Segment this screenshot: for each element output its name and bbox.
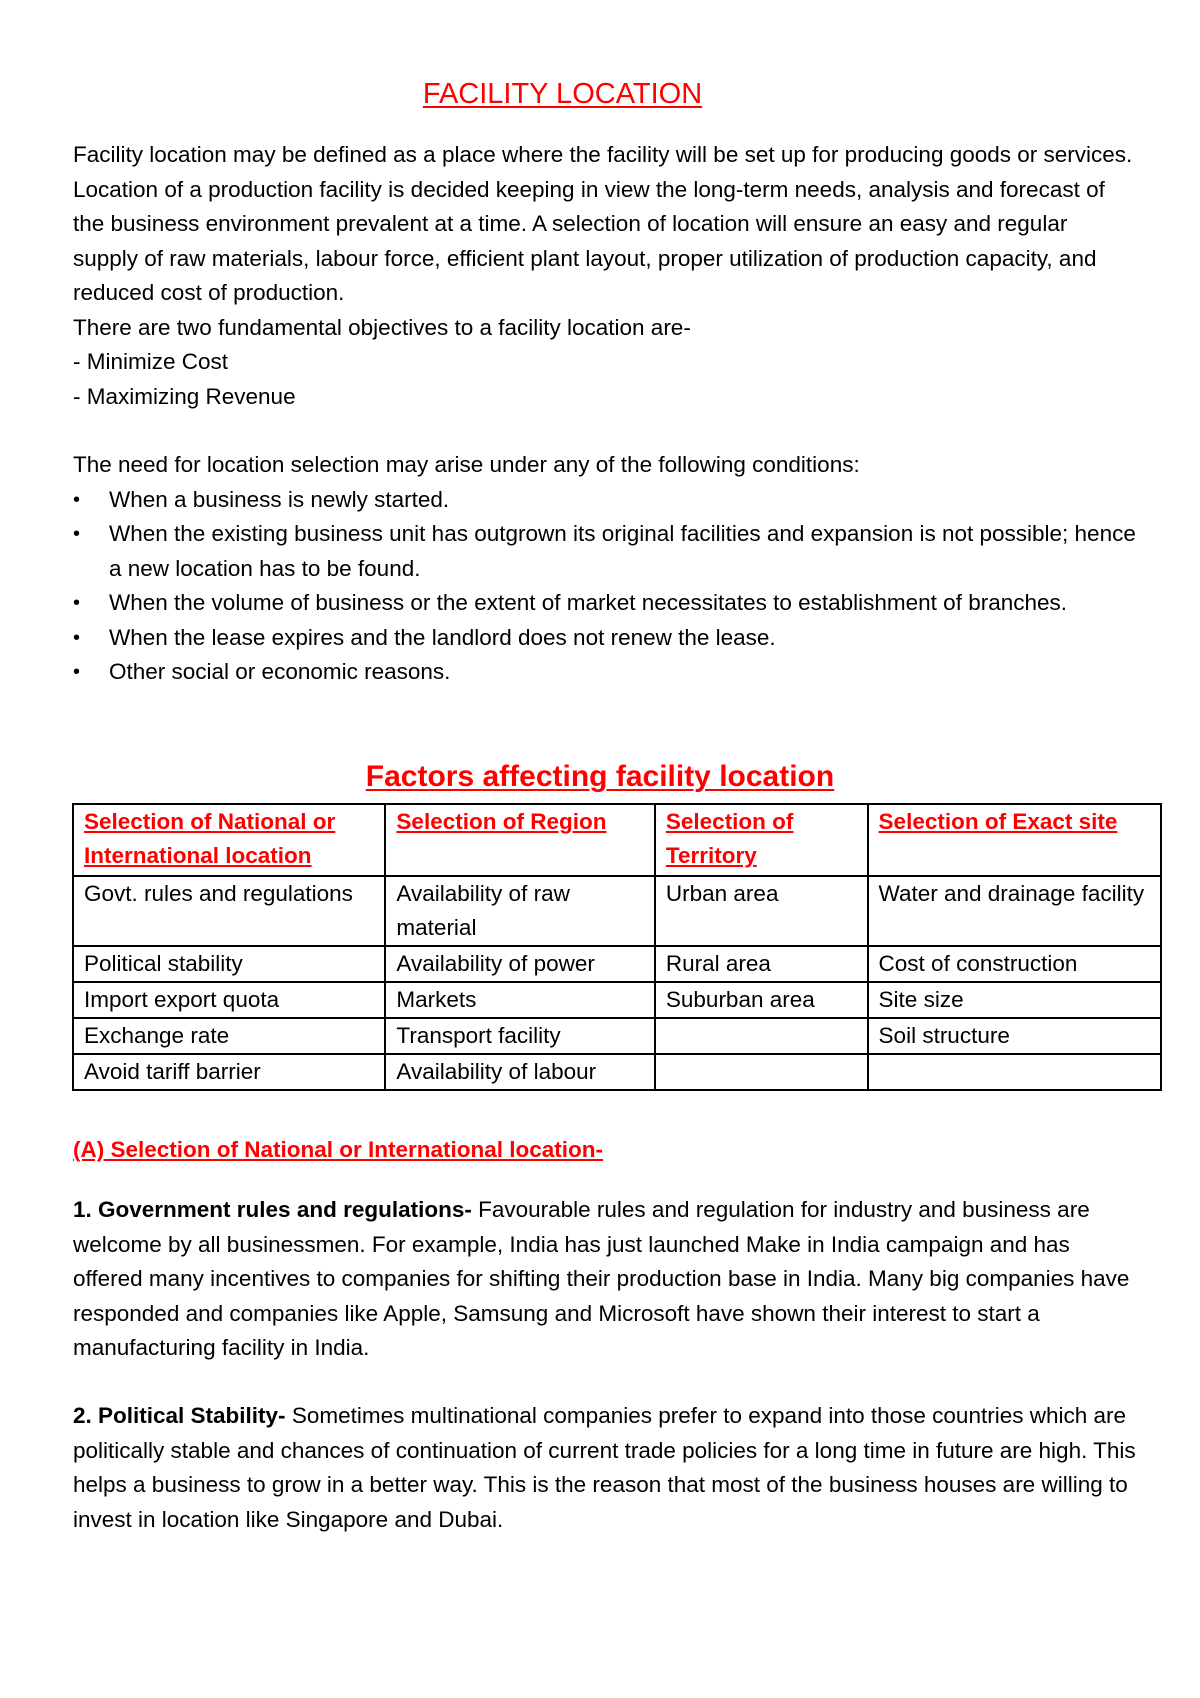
factors-table	[72, 803, 1162, 1091]
section-a-heading: (A) Selection of National or International location-	[73, 1137, 604, 1162]
table-header: Selection of Exact site	[868, 804, 1161, 876]
table-row	[73, 982, 1161, 1018]
objective-item: - Maximizing Revenue	[73, 383, 296, 409]
table-cell: Import export quota	[73, 982, 385, 1018]
table-cell: Urban area	[655, 876, 868, 946]
list-item: • When a business is newly started.	[73, 483, 1138, 518]
conditions-intro: The need for location selection may arise under any of the following conditions:	[73, 452, 860, 477]
table-cell: Avoid tariff barrier	[73, 1054, 385, 1090]
point-paragraph	[73, 1193, 1138, 1366]
table-cell: Suburban area	[655, 982, 868, 1018]
intro-section	[73, 138, 1138, 690]
table-cell: Transport facility	[385, 1018, 654, 1054]
table-cell	[655, 1018, 868, 1054]
table-cell: Cost of construction	[868, 946, 1161, 982]
list-item: • When the lease expires and the landlord does not renew the lease.	[73, 621, 1138, 656]
table-header-row	[73, 804, 1161, 876]
table-cell: Markets	[385, 982, 654, 1018]
point-paragraph	[73, 1399, 1138, 1537]
table-header: Selection of Territory	[655, 804, 868, 876]
table-cell: Exchange rate	[73, 1018, 385, 1054]
table-header: Selection of National or International location	[73, 804, 385, 876]
bullet-icon: •	[73, 661, 81, 683]
point-text: Sometimes multinational companies prefer to expand into those countries which are politically stable and chances of continuation of current trade policies for a long time in future are high. This helps a business to grow in a better way. This is the reason that most of the business houses are willing to invest in location like Singapore and Dubai.	[73, 1403, 1136, 1532]
list-item: • Other social or economic reasons.	[73, 655, 1138, 690]
table-cell	[655, 1054, 868, 1090]
point-label: 2. Political Stability-	[73, 1403, 286, 1428]
point-label: 1. Government rules and regulations-	[73, 1197, 472, 1222]
table-row	[73, 1054, 1161, 1090]
point-text: Favourable rules and regulation for industry and business are welcome by all businessmen. For example, India has just launched Make in India campaign and has offered many incentives to companies for shifting their production base in India. Many big companies have responded and companies like Apple, Samsung and Microsoft have shown their interest to start a manufacturing facility in India.	[73, 1197, 1130, 1360]
table-cell: Availability of labour	[385, 1054, 654, 1090]
conditions-list	[73, 483, 1138, 690]
list-item: • When the volume of business or the extent of market necessitates to establishment of branches.	[73, 586, 1138, 621]
table-cell: Site size	[868, 982, 1161, 1018]
table-cell	[868, 1054, 1161, 1090]
page-title: FACILITY LOCATION	[422, 78, 703, 110]
table-row	[73, 946, 1161, 982]
table-cell: Political stability	[73, 946, 385, 982]
table-row	[73, 1018, 1161, 1054]
table-cell: Availability of power	[385, 946, 654, 982]
table-cell: Rural area	[655, 946, 868, 982]
bullet-icon: •	[73, 626, 81, 649]
objectives-intro: There are two fundamental objectives to a facility location are-	[73, 314, 691, 340]
table-cell: Soil structure	[868, 1018, 1161, 1054]
objective-item: - Minimize Cost	[73, 349, 229, 374]
bullet-icon: •	[73, 592, 81, 614]
factors-title: Factors affecting facility location	[365, 760, 835, 793]
intro-paragraph: Facility location may be defined as a place where the facility will be set up for producing goods or services. Location of a production facility is decided keeping in view the long-term needs, analysis and forecast of the business environment prevalent at a time. A selection of location will ensure an easy and regular supply of raw materials, labour force, efficient plant layout, proper utilization of production capacity, and reduced cost of production.	[73, 142, 1133, 305]
list-item: • When the existing business unit has outgrown its original facilities and expansion is not possible; hence a new location has to be found.	[73, 517, 1138, 586]
table-header: Selection of Region	[385, 804, 654, 876]
table-row	[73, 876, 1161, 946]
table-cell: Govt. rules and regulations	[73, 876, 385, 946]
table-cell: Water and drainage facility	[868, 876, 1161, 946]
bullet-icon: •	[73, 523, 81, 545]
table-cell: Availability of raw material	[385, 876, 654, 946]
bullet-icon: •	[73, 488, 81, 511]
